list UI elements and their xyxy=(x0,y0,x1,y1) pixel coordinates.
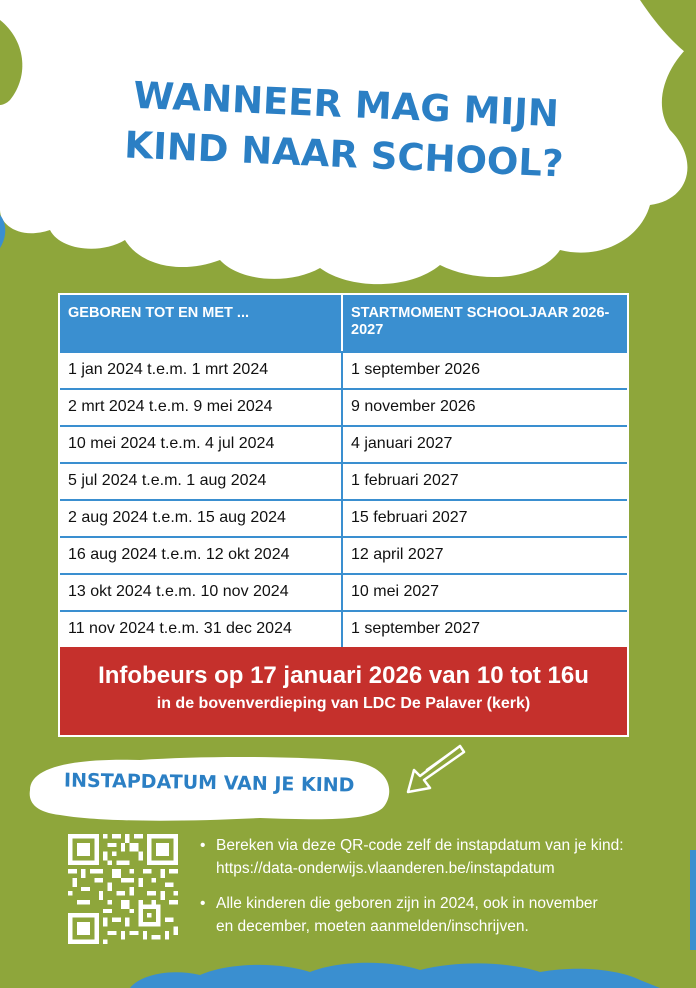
start-date: 12 april 2027 xyxy=(351,546,444,563)
title-line-1: WANNEER MAG MIJN xyxy=(132,73,560,136)
start-date: 4 januari 2027 xyxy=(351,435,453,452)
birth-range: 13 okt 2024 t.e.m. 10 nov 2024 xyxy=(60,575,343,610)
start-date: 1 september 2027 xyxy=(351,620,480,637)
table-row xyxy=(60,573,627,610)
list-item xyxy=(198,834,678,880)
start-date: 15 februari 2027 xyxy=(351,509,468,526)
header-start-moment: STARTMOMENT SCHOOLJAAR 2026-2027 xyxy=(351,305,610,338)
list-item xyxy=(198,892,678,938)
birth-range: 1 jan 2024 t.e.m. 1 mrt 2024 xyxy=(60,353,343,388)
table-row xyxy=(60,536,627,573)
table-row xyxy=(60,425,627,462)
header-born-until: GEBOREN TOT EN MET ... xyxy=(60,295,343,351)
table-row xyxy=(60,610,627,647)
instapdatum-label: INSTAPDATUM VAN JE KIND xyxy=(63,769,355,797)
start-date: 9 november 2026 xyxy=(351,398,476,415)
banner-subline: in de bovenverdieping van LDC De Palaver (kerk) xyxy=(156,695,531,712)
start-date: 1 september 2026 xyxy=(351,361,480,378)
bullet-2-line-2: en december, moeten aanmelden/inschrijven. xyxy=(216,918,529,935)
start-date-table xyxy=(58,293,629,737)
page-title xyxy=(118,70,572,190)
bullet-2-line-1: Alle kinderen die geboren zijn in 2024, ook in november xyxy=(216,895,598,912)
start-date: 1 februari 2027 xyxy=(351,472,459,489)
qr-code-icon[interactable] xyxy=(68,834,178,944)
title-line-2: KIND NAAR SCHOOL? xyxy=(123,123,565,186)
instapdatum-link[interactable]: https://data-onderwijs.vlaanderen.be/instapdatum xyxy=(216,860,555,877)
table-row xyxy=(60,388,627,425)
table-row xyxy=(60,462,627,499)
info-bullets xyxy=(198,834,678,950)
infobeurs-banner xyxy=(60,647,627,735)
birth-range: 11 nov 2024 t.e.m. 31 dec 2024 xyxy=(60,612,343,647)
bullet-1-line-1: Bereken via deze QR-code zelf de instapdatum van je kind: xyxy=(216,837,624,854)
birth-range: 5 jul 2024 t.e.m. 1 aug 2024 xyxy=(60,464,343,499)
table-row xyxy=(60,351,627,388)
birth-range: 16 aug 2024 t.e.m. 12 okt 2024 xyxy=(60,538,343,573)
start-date: 10 mei 2027 xyxy=(351,583,440,600)
bullet-icon: • xyxy=(200,837,206,854)
table-row xyxy=(60,499,627,536)
birth-range: 2 aug 2024 t.e.m. 15 aug 2024 xyxy=(60,501,343,536)
bullet-icon: • xyxy=(200,895,206,912)
arrow-down-left-icon xyxy=(402,740,468,798)
table-header xyxy=(60,295,627,351)
banner-headline: Infobeurs op 17 januari 2026 van 10 tot 16u xyxy=(98,662,589,689)
birth-range: 2 mrt 2024 t.e.m. 9 mei 2024 xyxy=(60,390,343,425)
birth-range: 10 mei 2024 t.e.m. 4 jul 2024 xyxy=(60,427,343,462)
